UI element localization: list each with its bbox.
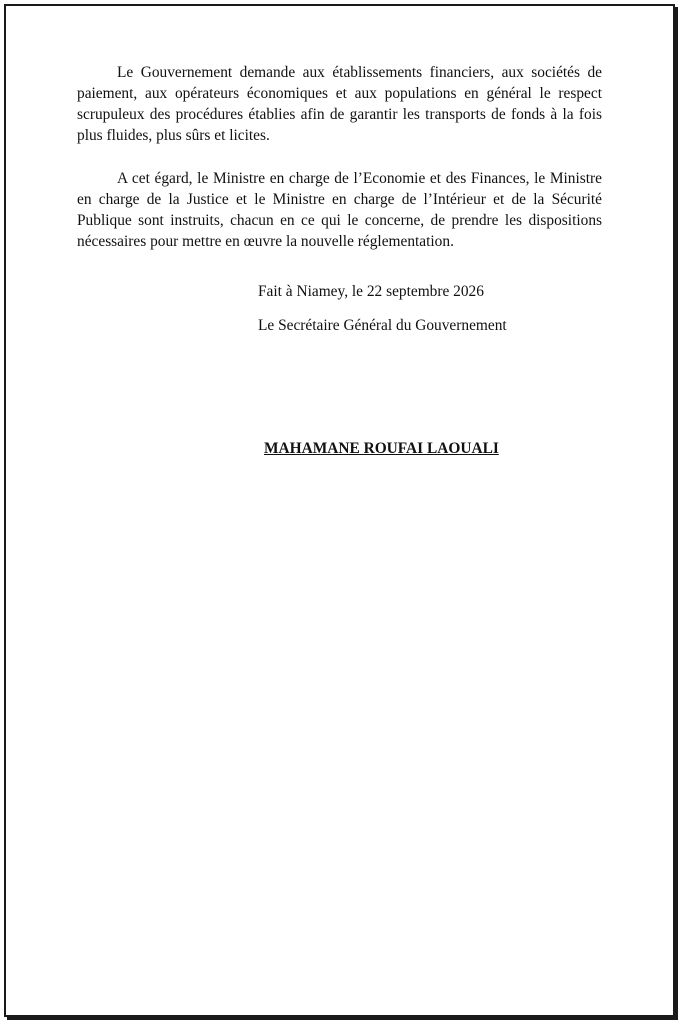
- document-body: [77, 62, 602, 274]
- paragraph-government-request: Le Gouvernement demande aux établissements financiers, aux sociétés de paiement, aux opérateurs économiques et aux populations en général le respect scrupuleux des procédures établies afin de garantir les transports de fonds à la fois plus fluides, plus sûrs et licites.: [77, 64, 602, 144]
- signatory-name: MAHAMANE ROUFAI LAOUALI: [264, 440, 499, 457]
- signatory-title: Le Secrétaire Général du Gouvernement: [258, 317, 507, 334]
- place-and-date: Fait à Niamey, le 22 septembre 2026: [258, 283, 484, 300]
- paragraph-ministers-instructed: A cet égard, le Ministre en charge de l’Economie et des Finances, le Ministre en charge de la Justice et le Ministre en charge de l’Intérieur et de la Sécurité Publique sont instruits, chacun en ce qui le concerne, de prendre les dispositions nécessaires pour mettre en œuvre la nouvelle réglementation.: [77, 170, 602, 250]
